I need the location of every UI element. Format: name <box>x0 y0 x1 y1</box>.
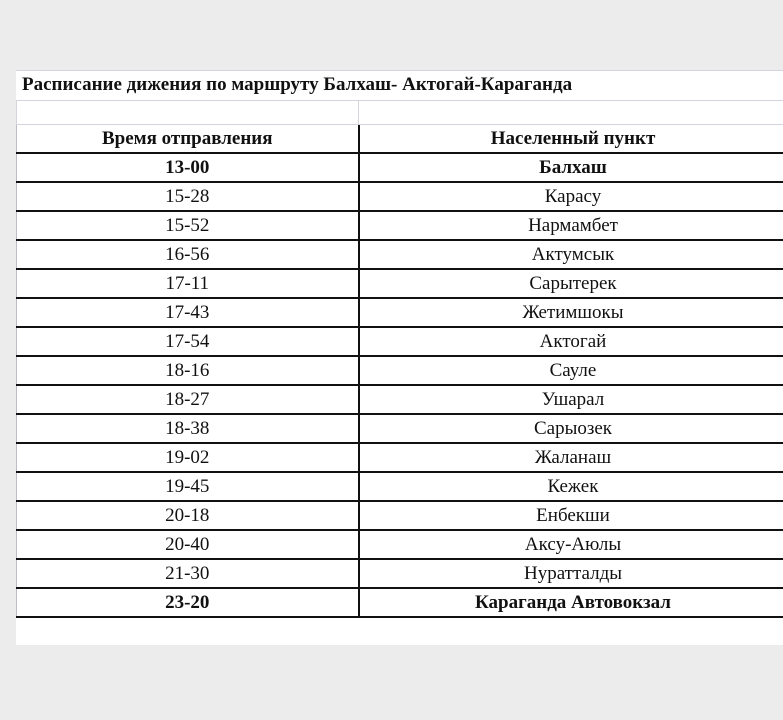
settlement-cell: Енбекши <box>359 501 783 530</box>
table-row <box>17 501 783 530</box>
departure-time-cell: 15-52 <box>17 211 359 240</box>
settlement-cell: Нармамбет <box>359 211 783 240</box>
settlement-cell: Караганда Автовокзал <box>359 588 783 617</box>
table-row <box>17 153 783 182</box>
table-row <box>17 356 783 385</box>
settlement-cell: Карасу <box>359 182 783 211</box>
settlement-cell: Кежек <box>359 472 783 501</box>
header-row <box>17 125 783 153</box>
departure-time-cell: 18-38 <box>17 414 359 443</box>
title-row <box>16 70 783 101</box>
departure-time-cell: 17-54 <box>17 327 359 356</box>
table-row <box>17 211 783 240</box>
settlement-cell: Нуратталды <box>359 559 783 588</box>
table-row <box>17 588 783 617</box>
departure-time-cell: 17-43 <box>17 298 359 327</box>
settlement-cell: Сауле <box>359 356 783 385</box>
settlement-cell: Балхаш <box>359 153 783 182</box>
departure-time-cell: 19-02 <box>17 443 359 472</box>
blank-row <box>16 101 783 125</box>
table-row <box>17 414 783 443</box>
header-departure-time: Время отправления <box>17 125 359 153</box>
departure-time-cell: 21-30 <box>17 559 359 588</box>
departure-time-cell: 23-20 <box>17 588 359 617</box>
schedule-title: Расписание дижения по маршруту Балхаш- Актогай-Караганда <box>22 74 573 95</box>
departure-time-cell: 18-27 <box>17 385 359 414</box>
departure-time-cell: 20-40 <box>17 530 359 559</box>
schedule-table <box>16 125 783 618</box>
departure-time-cell: 20-18 <box>17 501 359 530</box>
settlement-cell: Сарытерек <box>359 269 783 298</box>
departure-time-cell: 17-11 <box>17 269 359 298</box>
departure-time-cell: 13-00 <box>17 153 359 182</box>
settlement-cell: Жаланаш <box>359 443 783 472</box>
schedule-rows <box>17 153 783 617</box>
table-row <box>17 269 783 298</box>
table-row <box>17 298 783 327</box>
table-row <box>17 240 783 269</box>
table-row <box>17 385 783 414</box>
settlement-cell: Актумсык <box>359 240 783 269</box>
table-row <box>17 443 783 472</box>
schedule-sheet <box>16 70 783 645</box>
departure-time-cell: 18-16 <box>17 356 359 385</box>
table-row <box>17 530 783 559</box>
settlement-cell: Сарыозек <box>359 414 783 443</box>
settlement-cell: Аксу-Аюлы <box>359 530 783 559</box>
departure-time-cell: 15-28 <box>17 182 359 211</box>
table-row <box>17 559 783 588</box>
settlement-cell: Ушарал <box>359 385 783 414</box>
settlement-cell: Актогай <box>359 327 783 356</box>
header-settlement: Населенный пункт <box>359 125 783 153</box>
table-row <box>17 327 783 356</box>
settlement-cell: Жетимшокы <box>359 298 783 327</box>
table-row <box>17 472 783 501</box>
table-row <box>17 182 783 211</box>
departure-time-cell: 16-56 <box>17 240 359 269</box>
departure-time-cell: 19-45 <box>17 472 359 501</box>
